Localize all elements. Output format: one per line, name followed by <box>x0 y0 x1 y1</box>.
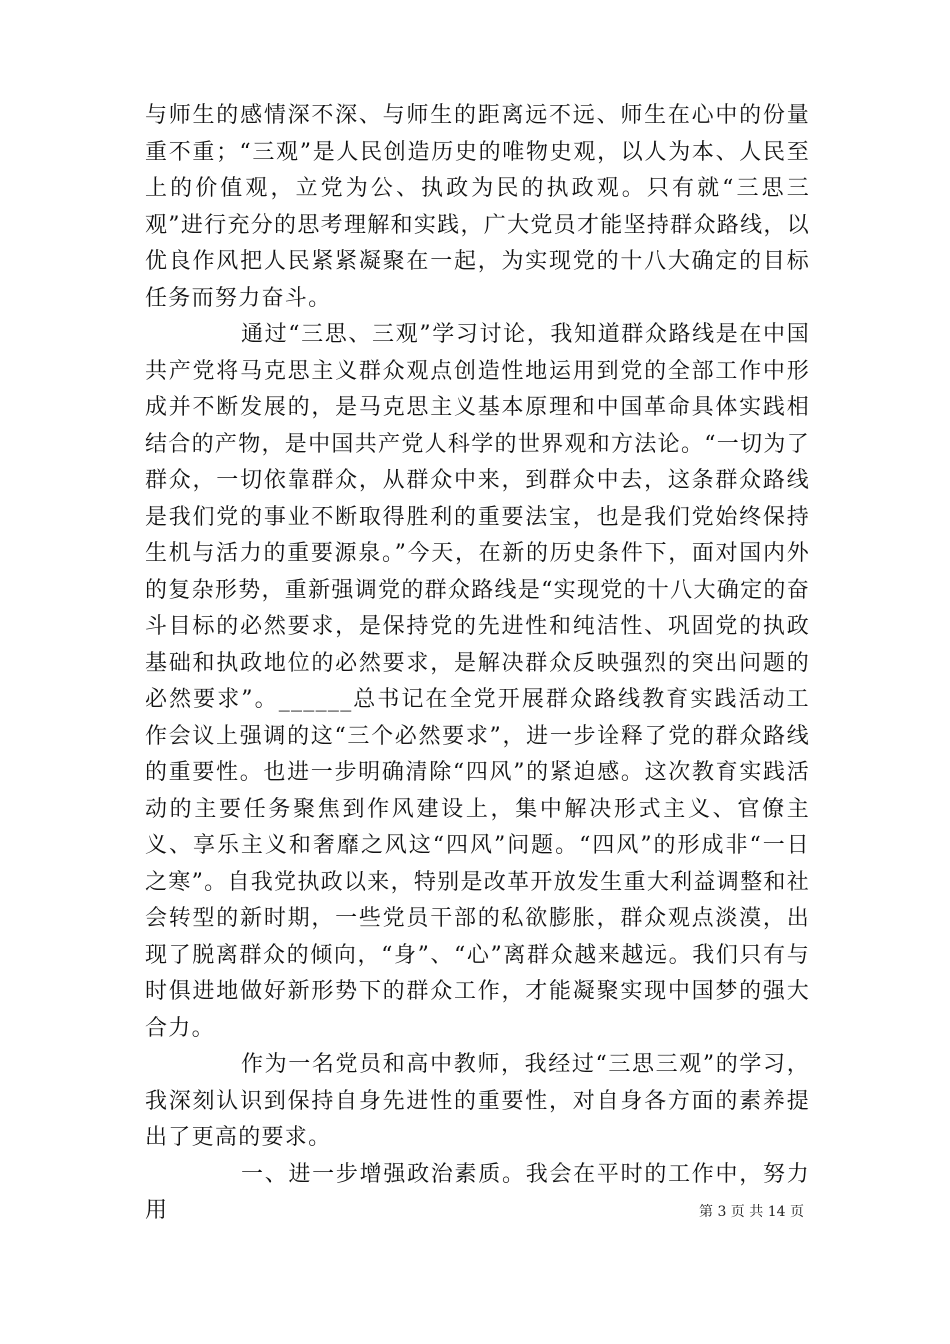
paragraph-2: 通过“三思、三观”学习讨论，我知道群众路线是在中国共产党将马克思主义群众观点创造性地运用到党的全部工作中形成并不断发展的，是马克思主义基本原理和中国革命具体实践相结合的产物，是中国共产党人科学的世界观和方法论。“一切为了群众，一切依靠群众，从群众中来，到群众中去，这条群众路线是我们党的事业不断取得胜利的重要法宝，也是我们党始终保持生机与活力的重要源泉。”今天，在新的历史条件下，面对国内外的复杂形势，重新强调党的群众路线是“实现党的十八大确定的奋斗目标的必然要求，是保持党的先进性和纯洁性、巩固党的执政基础和执政地位的必然要求，是解决群众反映强烈的突出问题的必然要求”。______总书记在全党开展群众路线教育实践活动工作会议上强调的这“三个必然要求”，进一步诠释了党的群众路线的重要性。也进一步明确清除“四风”的紧迫感。这次教育实践活动的主要任务聚焦到作风建设上，集中解决形式主义、官僚主义、享乐主义和奢靡之风这“四风”问题。“四风”的形成非“一日之寒”。自我党执政以来，特别是改革开放发生重大利益调整和社会转型的新时期，一些党员干部的私欲膨胀，群众观点淡漠，出现了脱离群众的倾向，“身”、“心”离群众越来越远。我们只有与时俱进地做好新形势下的群众工作，才能凝聚实现中国梦的强大合力。 <box>145 322 810 1041</box>
page-number-footer: 第 3 页 共 14 页 <box>699 1204 804 1220</box>
paragraph-4: 一、进一步增强政治素质。我会在平时的工作中，努力用 <box>145 1161 810 1223</box>
paragraph-3: 作为一名党员和高中教师，我经过“三思三观”的学习，我深刻认识到保持自身先进性的重要性，对自身各方面的素养提出了更高的要求。 <box>145 1052 810 1150</box>
paragraph-1: 与师生的感情深不深、与师生的距离远不远、师生在心中的份量重不重；“三观”是人民创造历史的唯物史观，以人为本、人民至上的价值观，立党为公、执政为民的执政观。只有就“三思三观”进行充分的思考理解和实践，广大党员才能坚持群众路线，以优良作风把人民紧紧凝聚在一起，为实现党的十八大确定的目标任务而努力奋斗。 <box>145 103 810 311</box>
document-body <box>145 98 810 1230</box>
